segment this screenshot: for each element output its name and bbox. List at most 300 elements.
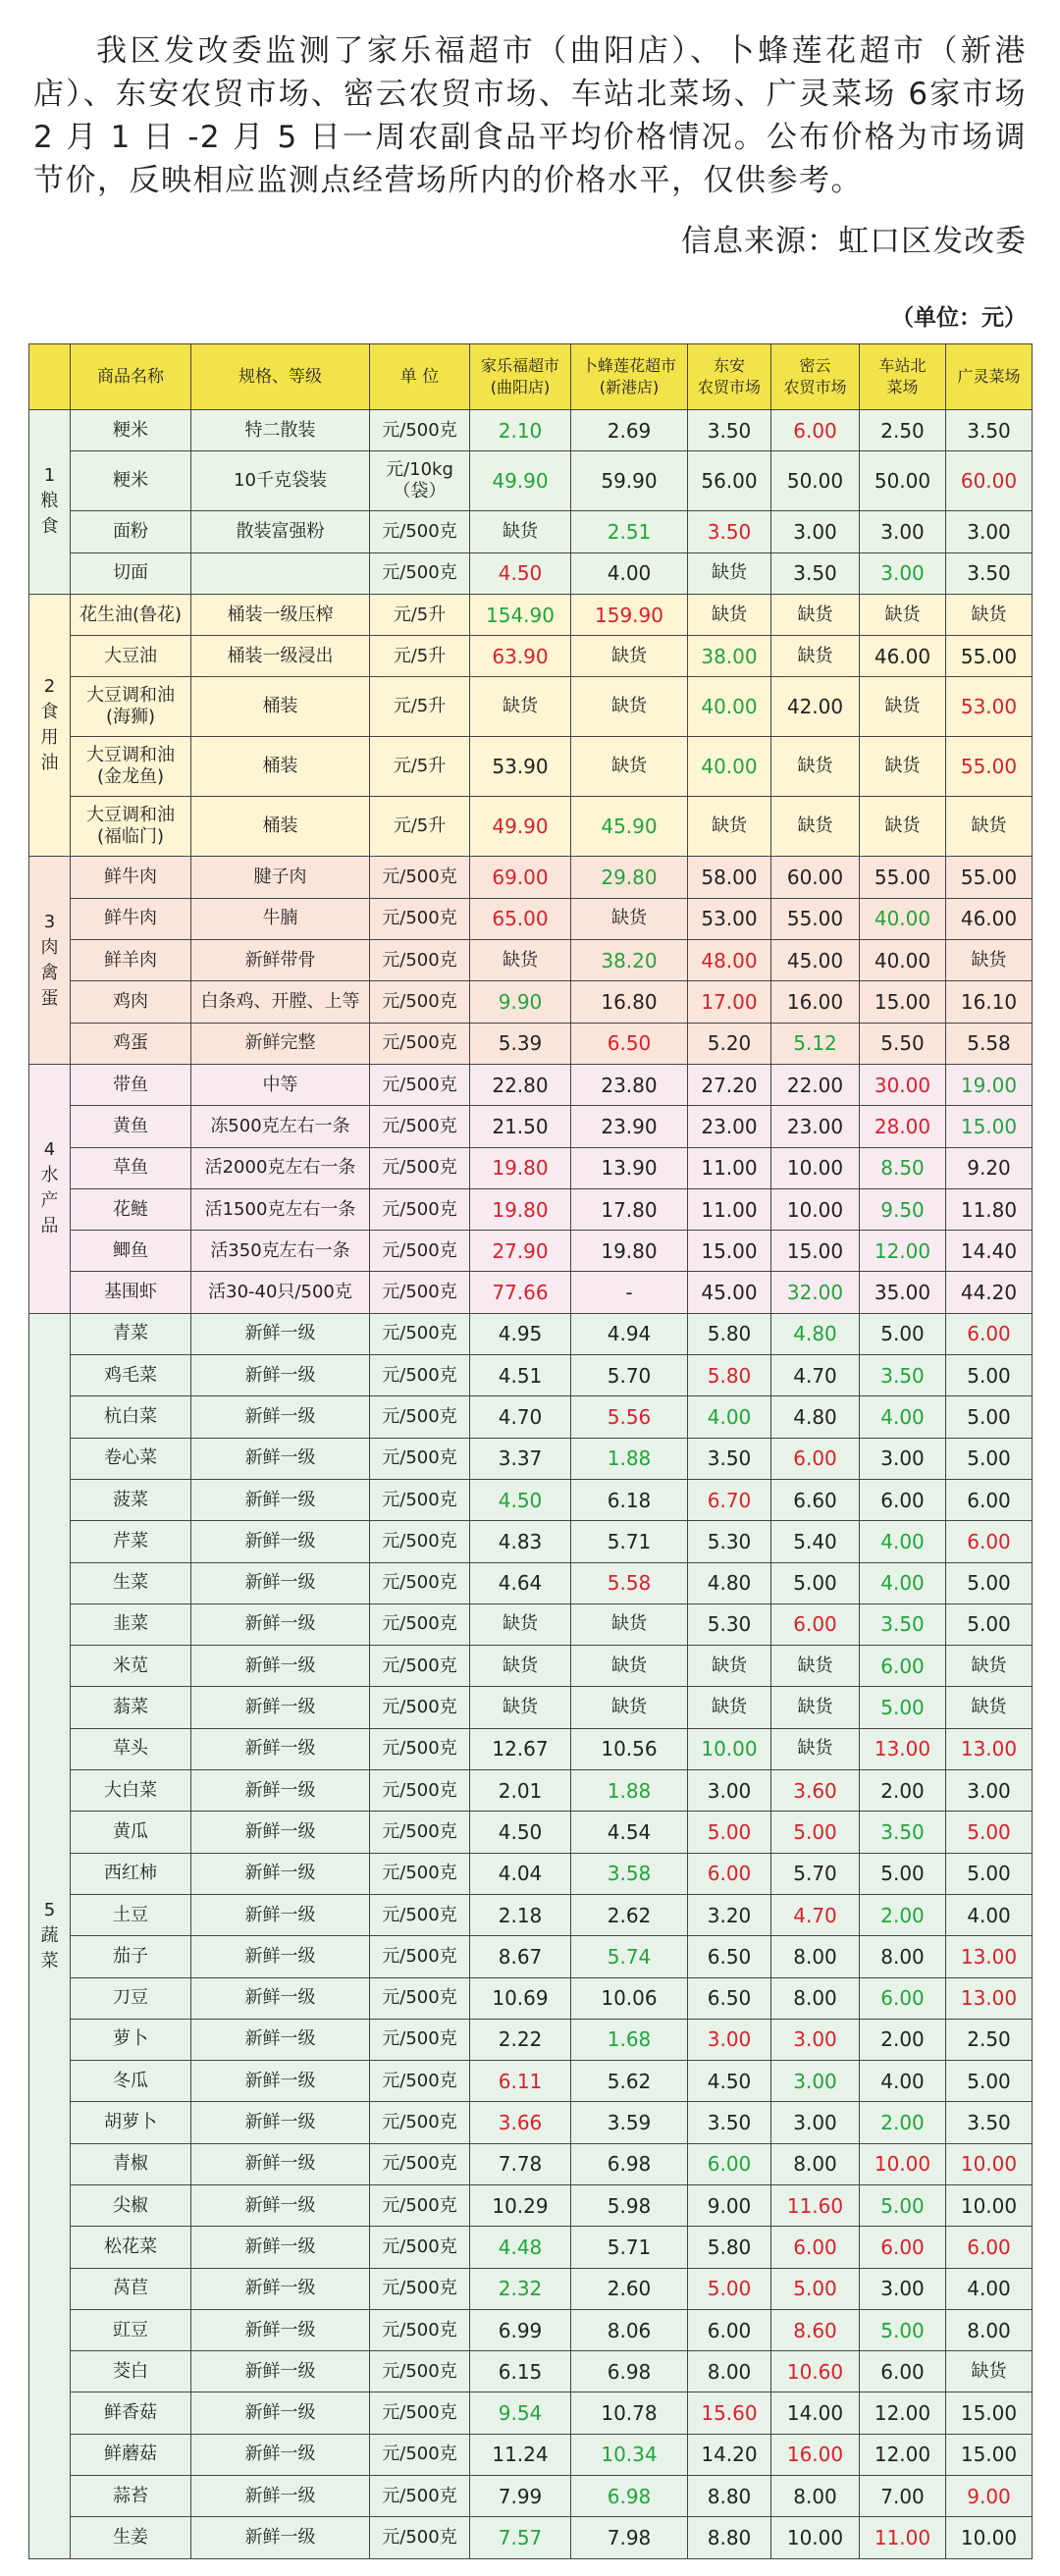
item-name: 豇豆 bbox=[71, 2309, 191, 2350]
table-row bbox=[29, 2102, 1033, 2143]
price-cell: 缺货 bbox=[946, 1646, 1033, 1687]
item-unit: 元/500克 bbox=[370, 2517, 470, 2558]
item-name: 大豆调和油 (海狮) bbox=[71, 677, 191, 737]
intro-paragraph bbox=[0, 0, 1060, 202]
item-spec: 新鲜一级 bbox=[191, 1894, 370, 1935]
table-row bbox=[29, 1562, 1033, 1603]
item-spec: 新鲜一级 bbox=[191, 2102, 370, 2143]
price-cell: 15.00 bbox=[946, 1106, 1033, 1147]
price-cell: 3.50 bbox=[946, 410, 1033, 451]
price-cell: 50.00 bbox=[771, 451, 860, 511]
price-cell: 8.00 bbox=[946, 2309, 1033, 2350]
price-cell: 1.68 bbox=[571, 2019, 688, 2060]
price-cell: 6.50 bbox=[688, 1936, 771, 1977]
header-unit: 单 位 bbox=[370, 344, 470, 410]
price-cell: 8.00 bbox=[771, 1977, 860, 2019]
table-body bbox=[29, 410, 1033, 2559]
header-category bbox=[29, 344, 71, 410]
item-unit: 元/500克 bbox=[370, 1812, 470, 1853]
price-cell: 17.00 bbox=[688, 981, 771, 1023]
price-cell: 7.98 bbox=[571, 2517, 688, 2558]
price-cell: 27.20 bbox=[688, 1064, 771, 1105]
item-spec: 新鲜完整 bbox=[191, 1023, 370, 1064]
price-cell: 缺货 bbox=[946, 2351, 1033, 2392]
price-cell: 5.00 bbox=[946, 1812, 1033, 1853]
price-cell: 4.00 bbox=[860, 1396, 946, 1438]
table-row bbox=[29, 1355, 1033, 1396]
price-cell: 10.78 bbox=[571, 2392, 688, 2434]
price-cell: 6.98 bbox=[571, 2476, 688, 2517]
price-cell: 6.00 bbox=[946, 1313, 1033, 1354]
price-cell: 60.00 bbox=[946, 451, 1033, 511]
price-cell: 缺货 bbox=[771, 594, 860, 635]
table-row bbox=[29, 2434, 1033, 2475]
price-cell: 6.00 bbox=[688, 2309, 771, 2350]
item-unit: 元/500克 bbox=[370, 981, 470, 1023]
item-spec: 新鲜一级 bbox=[191, 1646, 370, 1687]
price-cell: 缺货 bbox=[860, 737, 946, 797]
price-cell: 缺货 bbox=[571, 1603, 688, 1645]
price-cell: 45.00 bbox=[688, 1272, 771, 1313]
item-name: 茭白 bbox=[71, 2351, 191, 2392]
price-cell: 13.00 bbox=[946, 1936, 1033, 1977]
item-spec: 腱子肉 bbox=[191, 857, 370, 898]
price-cell: 5.40 bbox=[771, 1521, 860, 1562]
item-unit: 元/500克 bbox=[370, 1562, 470, 1603]
item-unit: 元/500克 bbox=[370, 940, 470, 981]
item-name: 鲫鱼 bbox=[71, 1231, 191, 1272]
item-spec: 新鲜一级 bbox=[191, 2434, 370, 2475]
table-row bbox=[29, 1188, 1033, 1230]
price-cell: 4.70 bbox=[771, 1355, 860, 1396]
price-cell: 6.00 bbox=[860, 2351, 946, 2392]
item-spec: 新鲜一级 bbox=[191, 2268, 370, 2309]
price-cell: 2.50 bbox=[860, 410, 946, 451]
item-unit: 元/500克 bbox=[370, 1231, 470, 1272]
price-cell: 缺货 bbox=[571, 1646, 688, 1687]
table-row bbox=[29, 552, 1033, 594]
category-number: 4 bbox=[43, 1139, 56, 1161]
price-cell: 5.00 bbox=[946, 1438, 1033, 1479]
price-cell: 6.60 bbox=[771, 1479, 860, 1520]
price-cell: 4.80 bbox=[688, 1562, 771, 1603]
item-unit: 元/500克 bbox=[370, 1646, 470, 1687]
price-cell: 5.71 bbox=[571, 2227, 688, 2268]
price-cell: 19.80 bbox=[470, 1188, 571, 1230]
price-cell: 4.83 bbox=[470, 1521, 571, 1562]
price-cell: 77.66 bbox=[470, 1272, 571, 1313]
price-cell: 45.00 bbox=[771, 940, 860, 981]
price-cell: 缺货 bbox=[771, 1728, 860, 1769]
item-spec: 新鲜一级 bbox=[191, 2019, 370, 2060]
table-row bbox=[29, 410, 1033, 451]
price-cell: 63.90 bbox=[470, 636, 571, 677]
price-cell: 32.00 bbox=[771, 1272, 860, 1313]
category-cell bbox=[29, 1313, 71, 2558]
item-spec: 新鲜一级 bbox=[191, 2227, 370, 2268]
price-cell: 5.50 bbox=[860, 1023, 946, 1064]
item-name: 萝卜 bbox=[71, 2019, 191, 2060]
item-unit: 元/500克 bbox=[370, 1355, 470, 1396]
price-cell: 5.12 bbox=[771, 1023, 860, 1064]
price-cell: 缺货 bbox=[470, 1687, 571, 1728]
price-cell: 16.80 bbox=[571, 981, 688, 1023]
price-cell: 6.00 bbox=[771, 1438, 860, 1479]
price-cell: 6.00 bbox=[771, 2227, 860, 2268]
price-cell: 21.50 bbox=[470, 1106, 571, 1147]
table-row bbox=[29, 2019, 1033, 2060]
price-cell: 5.80 bbox=[688, 1313, 771, 1354]
item-unit: 元/5升 bbox=[370, 594, 470, 635]
price-cell: 8.50 bbox=[860, 1147, 946, 1188]
price-cell: 10.29 bbox=[470, 2184, 571, 2226]
item-name: 青菜 bbox=[71, 1313, 191, 1354]
price-cell: 10.00 bbox=[946, 2143, 1033, 2184]
item-spec: 活2000克左右一条 bbox=[191, 1147, 370, 1188]
price-cell: 6.00 bbox=[688, 1853, 771, 1894]
price-cell: 4.50 bbox=[470, 552, 571, 594]
price-cell: 5.00 bbox=[860, 1313, 946, 1354]
price-cell: 5.00 bbox=[771, 1562, 860, 1603]
item-unit: 元/500克 bbox=[370, 1894, 470, 1935]
item-spec: 中等 bbox=[191, 1064, 370, 1105]
item-name: 黄瓜 bbox=[71, 1812, 191, 1853]
price-cell: 5.00 bbox=[946, 1562, 1033, 1603]
price-cell: 48.00 bbox=[688, 940, 771, 981]
price-cell: 缺货 bbox=[946, 797, 1033, 857]
price-cell: 8.00 bbox=[688, 2351, 771, 2392]
table-row bbox=[29, 1770, 1033, 1812]
item-name: 青椒 bbox=[71, 2143, 191, 2184]
item-unit: 元/500克 bbox=[370, 2268, 470, 2309]
price-cell: 6.70 bbox=[688, 1479, 771, 1520]
price-cell: 6.00 bbox=[771, 1603, 860, 1645]
item-name: 鸡蛋 bbox=[71, 1023, 191, 1064]
price-cell: 8.06 bbox=[571, 2309, 688, 2350]
price-cell: 2.22 bbox=[470, 2019, 571, 2060]
item-spec: 活1500克左右一条 bbox=[191, 1188, 370, 1230]
item-unit: 元/500克 bbox=[370, 1147, 470, 1188]
item-name: 大豆油 bbox=[71, 636, 191, 677]
item-spec: 新鲜一级 bbox=[191, 1562, 370, 1603]
item-unit: 元/500克 bbox=[370, 1106, 470, 1147]
table-row bbox=[29, 2143, 1033, 2184]
price-cell: 6.00 bbox=[771, 410, 860, 451]
price-cell: 4.70 bbox=[771, 1894, 860, 1935]
price-cell: 5.00 bbox=[860, 1853, 946, 1894]
price-cell: 4.00 bbox=[946, 1894, 1033, 1935]
price-cell: 8.80 bbox=[688, 2476, 771, 2517]
price-cell: 15.00 bbox=[946, 2392, 1033, 2434]
table-row bbox=[29, 1894, 1033, 1935]
item-name: 卷心菜 bbox=[71, 1438, 191, 1479]
price-cell: 12.00 bbox=[860, 1231, 946, 1272]
category-cell bbox=[29, 594, 71, 857]
table-row bbox=[29, 1603, 1033, 1645]
price-cell: 缺货 bbox=[688, 1687, 771, 1728]
table-row bbox=[29, 940, 1033, 981]
price-cell: 58.00 bbox=[688, 857, 771, 898]
price-cell: 5.30 bbox=[688, 1521, 771, 1562]
item-unit: 元/500克 bbox=[370, 898, 470, 939]
price-cell: 缺货 bbox=[571, 898, 688, 939]
price-cell: 3.50 bbox=[688, 1438, 771, 1479]
price-cell: 缺货 bbox=[688, 594, 771, 635]
price-cell: 6.00 bbox=[946, 1479, 1033, 1520]
price-cell: 2.00 bbox=[860, 2019, 946, 2060]
price-cell: 5.00 bbox=[946, 1853, 1033, 1894]
price-cell: 3.20 bbox=[688, 1894, 771, 1935]
table-row bbox=[29, 1023, 1033, 1064]
item-name: 尖椒 bbox=[71, 2184, 191, 2226]
price-cell: 4.70 bbox=[470, 1396, 571, 1438]
item-name: 鸡毛菜 bbox=[71, 1355, 191, 1396]
item-name: 韭菜 bbox=[71, 1603, 191, 1645]
table-row bbox=[29, 797, 1033, 857]
item-unit: 元/500克 bbox=[370, 2061, 470, 2102]
item-name: 大豆调和油 (福临门) bbox=[71, 797, 191, 857]
price-cell: 45.90 bbox=[571, 797, 688, 857]
price-cell: 38.20 bbox=[571, 940, 688, 981]
header-market-3: 东安 农贸市场 bbox=[688, 344, 771, 410]
price-cell: 10.56 bbox=[571, 1728, 688, 1769]
price-cell: 2.51 bbox=[571, 511, 688, 552]
price-cell: 6.00 bbox=[860, 1646, 946, 1687]
price-cell: 6.50 bbox=[571, 1023, 688, 1064]
item-spec: 新鲜一级 bbox=[191, 2143, 370, 2184]
table-row bbox=[29, 2061, 1033, 2102]
table-row bbox=[29, 1728, 1033, 1769]
item-spec: 新鲜一级 bbox=[191, 2184, 370, 2226]
price-cell: 5.00 bbox=[860, 2184, 946, 2226]
table-row bbox=[29, 2268, 1033, 2309]
price-cell: 2.50 bbox=[946, 2019, 1033, 2060]
item-unit: 元/500克 bbox=[370, 1479, 470, 1520]
table-row bbox=[29, 2517, 1033, 2558]
unit-label: （单位：元） bbox=[891, 305, 1027, 331]
table-row bbox=[29, 636, 1033, 677]
item-name: 面粉 bbox=[71, 511, 191, 552]
item-name: 米苋 bbox=[71, 1646, 191, 1687]
price-cell: 11.00 bbox=[860, 2517, 946, 2558]
price-cell: 缺货 bbox=[860, 797, 946, 857]
item-unit: 元/500克 bbox=[370, 2019, 470, 2060]
price-cell: 28.00 bbox=[860, 1106, 946, 1147]
price-cell: 4.00 bbox=[946, 2268, 1033, 2309]
price-cell: - bbox=[571, 1272, 688, 1313]
table-row bbox=[29, 1853, 1033, 1894]
price-cell: 15.00 bbox=[860, 981, 946, 1023]
price-cell: 6.99 bbox=[470, 2309, 571, 2350]
price-cell: 55.00 bbox=[946, 636, 1033, 677]
table-row bbox=[29, 1646, 1033, 1687]
item-unit: 元/500克 bbox=[370, 2351, 470, 2392]
item-name: 莴苣 bbox=[71, 2268, 191, 2309]
price-cell: 13.00 bbox=[946, 1728, 1033, 1769]
price-cell: 53.00 bbox=[946, 677, 1033, 737]
price-cell: 11.00 bbox=[688, 1188, 771, 1230]
item-spec: 新鲜一级 bbox=[191, 2351, 370, 2392]
price-cell: 19.80 bbox=[571, 1231, 688, 1272]
price-cell: 缺货 bbox=[771, 1646, 860, 1687]
price-cell: 5.00 bbox=[946, 1603, 1033, 1645]
item-name: 土豆 bbox=[71, 1894, 191, 1935]
header-market-2: 卜蜂莲花超市 (新港店) bbox=[571, 344, 688, 410]
item-unit: 元/500克 bbox=[370, 2227, 470, 2268]
price-cell: 6.98 bbox=[571, 2351, 688, 2392]
price-cell: 2.10 bbox=[470, 410, 571, 451]
item-spec: 新鲜一级 bbox=[191, 2476, 370, 2517]
item-unit: 元/500克 bbox=[370, 2392, 470, 2434]
item-name: 冬瓜 bbox=[71, 2061, 191, 2102]
table-row bbox=[29, 1936, 1033, 1977]
price-cell: 6.00 bbox=[860, 2227, 946, 2268]
item-spec: 桶装一级浸出 bbox=[191, 636, 370, 677]
item-spec: 桶装 bbox=[191, 677, 370, 737]
price-cell: 5.20 bbox=[688, 1023, 771, 1064]
item-unit: 元/500克 bbox=[370, 2184, 470, 2226]
item-unit: 元/500克 bbox=[370, 2476, 470, 2517]
price-cell: 4.50 bbox=[688, 2061, 771, 2102]
price-cell: 15.00 bbox=[946, 2434, 1033, 2475]
price-cell: 23.00 bbox=[688, 1106, 771, 1147]
price-cell: 6.18 bbox=[571, 1479, 688, 1520]
category-label: 肉禽蛋 bbox=[40, 936, 59, 1009]
price-cell: 11.60 bbox=[771, 2184, 860, 2226]
price-cell: 缺货 bbox=[771, 1687, 860, 1728]
price-cell: 3.00 bbox=[946, 511, 1033, 552]
price-cell: 10.69 bbox=[470, 1977, 571, 2019]
item-name: 草鱼 bbox=[71, 1147, 191, 1188]
item-unit: 元/500克 bbox=[370, 1770, 470, 1812]
item-unit: 元/500克 bbox=[370, 552, 470, 594]
item-spec: 新鲜一级 bbox=[191, 1936, 370, 1977]
item-spec: 10千克袋装 bbox=[191, 451, 370, 511]
item-name: 茄子 bbox=[71, 1936, 191, 1977]
price-cell: 5.80 bbox=[688, 1355, 771, 1396]
item-name: 草头 bbox=[71, 1728, 191, 1769]
table-row bbox=[29, 857, 1033, 898]
price-cell: 缺货 bbox=[946, 594, 1033, 635]
item-unit: 元/500克 bbox=[370, 1396, 470, 1438]
price-cell: 7.57 bbox=[470, 2517, 571, 2558]
item-spec: 新鲜一级 bbox=[191, 2392, 370, 2434]
item-unit: 元/500克 bbox=[370, 2309, 470, 2350]
price-cell: 3.50 bbox=[688, 410, 771, 451]
price-cell: 6.50 bbox=[688, 1977, 771, 2019]
price-cell: 40.00 bbox=[860, 898, 946, 939]
item-spec: 新鲜一级 bbox=[191, 1521, 370, 1562]
table-row bbox=[29, 1687, 1033, 1728]
price-cell: 4.51 bbox=[470, 1355, 571, 1396]
price-cell: 5.00 bbox=[946, 1396, 1033, 1438]
price-cell: 56.00 bbox=[688, 451, 771, 511]
price-cell: 17.80 bbox=[571, 1188, 688, 1230]
item-name: 生姜 bbox=[71, 2517, 191, 2558]
price-cell: 7.99 bbox=[470, 2476, 571, 2517]
table-row bbox=[29, 1977, 1033, 2019]
price-cell: 40.00 bbox=[860, 940, 946, 981]
price-cell: 缺货 bbox=[771, 737, 860, 797]
price-cell: 10.00 bbox=[771, 1188, 860, 1230]
item-spec: 活30-40只/500克 bbox=[191, 1272, 370, 1313]
price-cell: 2.00 bbox=[860, 2102, 946, 2143]
price-cell: 65.00 bbox=[470, 898, 571, 939]
price-cell: 8.80 bbox=[688, 2517, 771, 2558]
price-cell: 3.50 bbox=[860, 1603, 946, 1645]
price-cell: 10.00 bbox=[688, 1728, 771, 1769]
price-cell: 22.80 bbox=[470, 1064, 571, 1105]
price-cell: 缺货 bbox=[470, 1603, 571, 1645]
price-cell: 19.80 bbox=[470, 1147, 571, 1188]
price-cell: 3.00 bbox=[771, 2019, 860, 2060]
price-cell: 缺货 bbox=[688, 797, 771, 857]
price-cell: 9.90 bbox=[470, 981, 571, 1023]
header-market-5: 车站北 菜场 bbox=[860, 344, 946, 410]
price-cell: 缺货 bbox=[771, 797, 860, 857]
table-row bbox=[29, 2227, 1033, 2268]
item-name: 蓊菜 bbox=[71, 1687, 191, 1728]
price-cell: 46.00 bbox=[946, 898, 1033, 939]
item-unit: 元/500克 bbox=[370, 1936, 470, 1977]
price-cell: 23.90 bbox=[571, 1106, 688, 1147]
price-cell: 6.00 bbox=[860, 1479, 946, 1520]
price-cell: 10.34 bbox=[571, 2434, 688, 2475]
item-unit: 元/5升 bbox=[370, 636, 470, 677]
price-cell: 6.00 bbox=[946, 2227, 1033, 2268]
item-unit: 元/500克 bbox=[370, 1728, 470, 1769]
price-cell: 11.24 bbox=[470, 2434, 571, 2475]
item-unit: 元/500克 bbox=[370, 511, 470, 552]
price-cell: 10.00 bbox=[946, 2517, 1033, 2558]
table-row bbox=[29, 677, 1033, 737]
item-spec: 新鲜一级 bbox=[191, 1603, 370, 1645]
price-cell: 13.00 bbox=[860, 1728, 946, 1769]
price-cell: 2.32 bbox=[470, 2268, 571, 2309]
price-cell: 5.00 bbox=[946, 1355, 1033, 1396]
price-cell: 10.00 bbox=[860, 2143, 946, 2184]
price-cell: 10.06 bbox=[571, 1977, 688, 2019]
item-unit: 元/5升 bbox=[370, 797, 470, 857]
price-cell: 2.62 bbox=[571, 1894, 688, 1935]
item-spec: 桶装 bbox=[191, 737, 370, 797]
price-cell: 35.00 bbox=[860, 1272, 946, 1313]
item-name: 刀豆 bbox=[71, 1977, 191, 2019]
price-cell: 9.00 bbox=[946, 2476, 1033, 2517]
price-cell: 2.69 bbox=[571, 410, 688, 451]
category-label: 食用油 bbox=[40, 702, 59, 774]
price-cell: 缺货 bbox=[571, 677, 688, 737]
price-cell: 27.90 bbox=[470, 1231, 571, 1272]
price-cell: 14.40 bbox=[946, 1231, 1033, 1272]
item-unit: 元/500克 bbox=[370, 1438, 470, 1479]
item-name: 杭白菜 bbox=[71, 1396, 191, 1438]
intro-text: 我区发改委监测了家乐福超市（曲阳店）、卜蜂莲花超市（新港店）、东安农贸市场、密云农贸市场、车站北菜场、广灵菜场 6家市场 2 月 1 日 -2 月 5 日一周农副食品平均价格情况。公布价格为市场调节价，反映相应监测点经营场所内的价格水平，仅供参考。 bbox=[33, 33, 1027, 198]
category-label: 粮食 bbox=[40, 491, 59, 538]
table-row bbox=[29, 2309, 1033, 2350]
price-cell: 15.00 bbox=[688, 1231, 771, 1272]
price-cell: 2.18 bbox=[470, 1894, 571, 1935]
item-spec: 新鲜一级 bbox=[191, 2309, 370, 2350]
item-unit: 元/500克 bbox=[370, 1064, 470, 1105]
category-cell bbox=[29, 1064, 71, 1313]
category-number: 2 bbox=[43, 676, 56, 698]
price-cell: 缺货 bbox=[470, 1646, 571, 1687]
item-spec: 新鲜一级 bbox=[191, 1977, 370, 2019]
price-cell: 缺货 bbox=[571, 636, 688, 677]
item-spec: 桶装一级压榨 bbox=[191, 594, 370, 635]
price-cell: 3.00 bbox=[688, 2019, 771, 2060]
